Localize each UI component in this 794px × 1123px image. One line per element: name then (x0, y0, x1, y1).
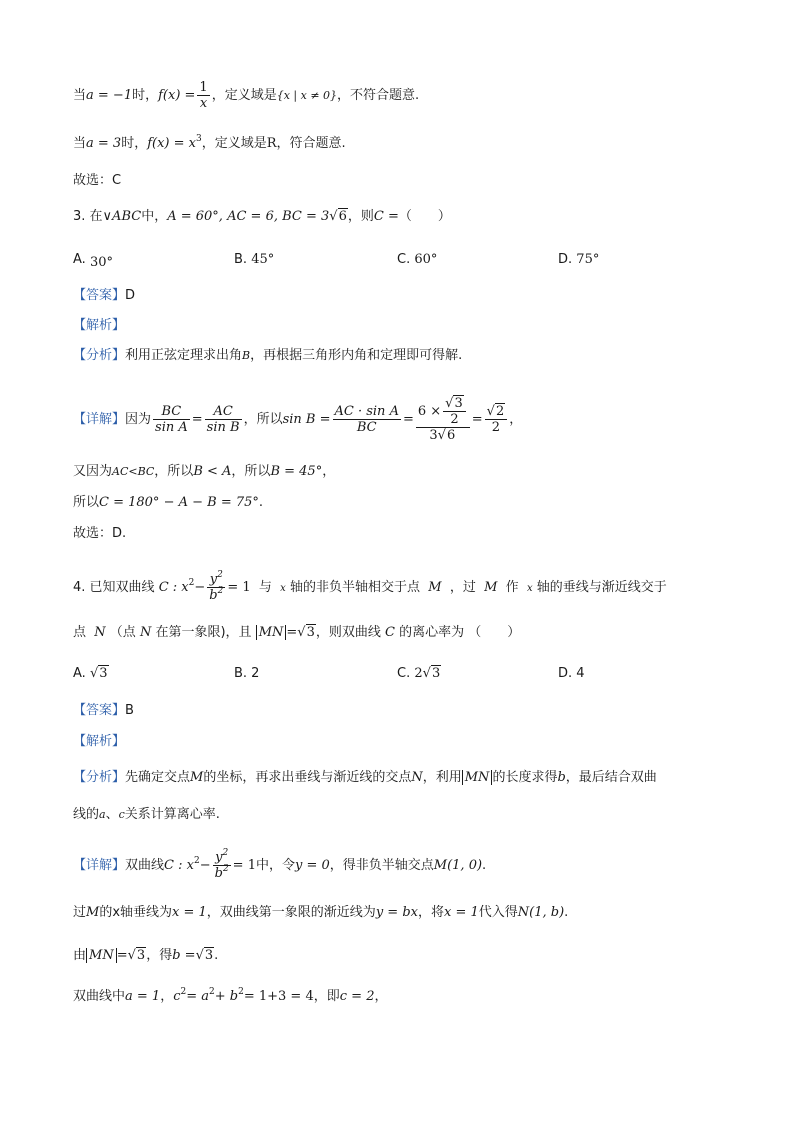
text: 4. 已知双曲线 (73, 580, 155, 595)
math: AC<BC (112, 465, 155, 478)
denominator: x (199, 96, 208, 111)
answer-value: D (125, 288, 136, 303)
math: = 1 (232, 858, 256, 873)
analysis-tag: 【分析】 (73, 348, 126, 363)
question-3-answer (73, 286, 135, 306)
radicand: 2 (495, 404, 505, 419)
math: C : x (158, 580, 189, 595)
denominator: BC (356, 420, 377, 435)
option-key: D. (558, 252, 573, 267)
question-3-option-b (234, 250, 274, 270)
math: sin B = (282, 412, 331, 427)
text: ，所以 (231, 464, 271, 479)
math: = 1+3 = 4 (243, 989, 314, 1004)
fraction (213, 850, 231, 881)
text: ，过 (449, 580, 476, 595)
text: 双曲线 (125, 858, 165, 873)
text: 3. 在 (73, 209, 103, 224)
superscript: 2 (217, 570, 223, 580)
question-4-analysis-line-1 (73, 768, 657, 788)
text: ，得非负半轴交点 (329, 858, 434, 873)
question-4-stem-line-1 (73, 572, 667, 603)
text: ，得 (146, 948, 173, 963)
superscript: 2 (222, 864, 229, 874)
text: 代入得 (478, 905, 518, 920)
math: M (86, 905, 100, 920)
numerator (416, 396, 470, 428)
question-4-answer (73, 701, 134, 721)
question-4-analysis-line-2 (73, 805, 220, 825)
answer-tag: 【答案】 (73, 288, 126, 303)
numerator: √2 (485, 404, 508, 420)
math: C = 180° − A − B = 75° (99, 495, 259, 510)
math: y (215, 850, 223, 865)
math: f(x) = x (147, 136, 196, 151)
text: （ ） (468, 625, 521, 640)
denominator: sin A (155, 420, 188, 435)
math: M (484, 580, 498, 595)
math: f(x) = (158, 88, 196, 103)
math: = (191, 412, 203, 427)
question-3-option-c (397, 250, 437, 270)
math: M (190, 770, 204, 785)
question-4-option-a (73, 664, 109, 684)
option-value: 60° (414, 252, 438, 267)
math: b (209, 588, 218, 603)
option-key: B. (234, 252, 248, 267)
text: . (482, 858, 487, 873)
question-3-line-you (73, 462, 335, 482)
fraction (153, 404, 190, 435)
math: b (214, 866, 223, 881)
math: R (266, 136, 277, 151)
numerator: √3 (443, 396, 466, 412)
compound-fraction (416, 396, 470, 443)
text: 作 (505, 580, 519, 595)
text: 轴的垂线与渐近线交于 (536, 580, 667, 595)
option-value: 30° (89, 255, 113, 270)
math: y = 0 (294, 858, 330, 873)
text: 利用正弦定理求出角 (125, 348, 243, 363)
text: ，则 (347, 209, 374, 224)
math: a (99, 808, 106, 821)
text: 双曲线中 (73, 989, 126, 1004)
sqrt: √3 (422, 666, 441, 681)
math: = (116, 948, 128, 963)
option-value: 75° (576, 252, 600, 267)
sqrt: √3 (297, 625, 315, 640)
radicand: 6 (446, 428, 456, 443)
math: {x | x ≠ 0} (276, 89, 338, 102)
question-3-option-a (73, 250, 113, 270)
text: 中，令 (255, 858, 295, 873)
text: ，所以 (154, 464, 194, 479)
text: . (258, 495, 264, 510)
text: ，则双曲线 (315, 625, 381, 640)
math: = a (186, 989, 210, 1004)
text: . (214, 948, 219, 963)
math: y = bx (375, 905, 418, 920)
radicand: 3 (99, 666, 108, 681)
superscript: 2 (238, 987, 244, 997)
math: = (471, 412, 483, 427)
question-3-option-d (558, 250, 599, 270)
text: 过 (73, 905, 87, 920)
superscript: 2 (180, 987, 187, 997)
text: ，即 (313, 989, 340, 1004)
text: （点 (109, 625, 136, 640)
math: B < A (193, 464, 232, 479)
question-4-line-you (73, 946, 218, 966)
math: A = 60°, AC = 6, BC = 3 (167, 209, 330, 224)
numerator: AC (205, 404, 242, 420)
inner-fraction (443, 396, 466, 427)
radicand: 3 (204, 948, 214, 963)
text: （ ） (398, 209, 451, 224)
text: 时， (121, 136, 148, 151)
text: ，定义域是 (211, 88, 277, 103)
text: 由 (73, 948, 87, 963)
text: ，不符合题意. (337, 88, 420, 103)
question-4-jiexi-tag: 【解析】 (73, 734, 126, 749)
sqrt: √3 (195, 948, 214, 963)
detail-tag: 【详解】 (73, 858, 126, 873)
text: 在第一象限)，且 (155, 625, 252, 640)
text: ，双曲线第一象限的渐近线为 (206, 905, 376, 920)
fraction (205, 404, 242, 435)
option-key: C. (397, 666, 411, 681)
text: 线的 (73, 807, 100, 822)
question-4-option-d: D. 4 (558, 666, 585, 681)
answer-tag: 【答案】 (73, 703, 126, 718)
fraction (197, 80, 209, 111)
math: = (402, 412, 414, 427)
option-key: A. (73, 252, 86, 267)
question-4-line-last (73, 987, 387, 1007)
text: 的离心率为 (399, 625, 465, 640)
text: 当 (73, 136, 87, 151)
question-3-analysis (73, 346, 462, 366)
question-3-choice: 故选：D. (73, 526, 127, 541)
text: ， (160, 989, 174, 1004)
abs-value: MN (256, 625, 287, 640)
text: ，所以 (243, 412, 283, 427)
denominator (416, 428, 470, 443)
question-4-stem-line-2 (73, 623, 520, 643)
sqrt: √6 (437, 428, 456, 443)
denominator: 2 (450, 412, 459, 427)
math: c (173, 989, 181, 1004)
text: . (564, 905, 569, 920)
math: N (411, 770, 423, 785)
numerator: 1 (199, 80, 208, 95)
math: b = (172, 948, 196, 963)
numerator: BC (153, 404, 190, 420)
math: = 1 (227, 580, 251, 595)
detail-tag: 【详解】 (73, 412, 126, 427)
math: a = −1 (86, 88, 133, 103)
math: y (209, 572, 218, 587)
math: M(1, 0) (433, 858, 483, 873)
math: a = 3 (86, 136, 122, 151)
abs-value: MN (86, 948, 117, 963)
question-3-stem (73, 207, 451, 227)
fraction (207, 572, 225, 603)
text: ，最后结合双曲 (565, 770, 657, 785)
choice-line-c: 故选：C (73, 173, 122, 188)
text: 因为 (125, 412, 152, 427)
text: 中， (141, 209, 168, 224)
line-case-a-3 (73, 134, 346, 154)
math: x = 1 (443, 905, 479, 920)
math: 2 (414, 666, 423, 681)
text: 轴的非负半轴相交于点 (289, 580, 420, 595)
option-key: C. (397, 252, 411, 267)
math: N (94, 625, 106, 640)
math: N(1, b) (517, 905, 565, 920)
text: 先确定交点 (125, 770, 191, 785)
question-4-detail (73, 850, 486, 881)
superscript: 2 (188, 578, 195, 588)
math: B = 45° (270, 464, 323, 479)
line-case-a-neg1 (73, 80, 419, 111)
math: B (242, 349, 251, 362)
abs-value: MN (462, 770, 493, 785)
superscript: 2 (209, 987, 215, 997)
sqrt: √6 (329, 209, 347, 224)
superscript: 2 (193, 856, 200, 866)
text: ，定义域是 (201, 136, 267, 151)
math: C : x (164, 858, 194, 873)
sqrt: √3 (89, 666, 108, 681)
math: + b (214, 989, 239, 1004)
text: 当 (73, 88, 87, 103)
text: 时， (132, 88, 159, 103)
math: c = 2 (339, 989, 375, 1004)
radicand: 6 (338, 209, 347, 224)
math: 3 (429, 428, 438, 443)
question-4-option-c (397, 664, 441, 684)
math: 6 × (417, 404, 442, 419)
math: = (286, 625, 298, 640)
question-3-detail (73, 396, 522, 443)
math: − (199, 858, 211, 873)
radicand: 3 (306, 625, 315, 640)
answer-value: B (125, 703, 134, 718)
text: ，再根据三角形内角和定理即可得解. (250, 348, 463, 363)
radicand: 3 (431, 666, 441, 681)
text: 又因为 (73, 464, 113, 479)
text: ， (509, 412, 523, 427)
text: 关系计算离心率. (124, 807, 220, 822)
text: 点 (73, 625, 87, 640)
math: a = 1 (125, 989, 161, 1004)
math: x (526, 583, 533, 594)
radicand: 3 (136, 948, 146, 963)
text: ， (374, 989, 388, 1004)
text: ，将 (417, 905, 444, 920)
fraction (485, 404, 508, 435)
question-4-line-guo (73, 903, 568, 923)
math: ∨ABC (102, 209, 142, 224)
text: ，符合题意. (276, 136, 346, 151)
option-key: A. (73, 666, 86, 681)
text: 的x轴垂线为 (99, 905, 173, 920)
denominator: 2 (491, 420, 501, 435)
superscript: 2 (217, 586, 224, 596)
math: b (557, 770, 566, 785)
sqrt: √3 (127, 948, 146, 963)
math: C (385, 625, 395, 640)
text: ，利用 (422, 770, 462, 785)
math: M (428, 580, 442, 595)
text: 的坐标，再求出垂线与渐近线的交点 (203, 770, 412, 785)
option-value: 45° (251, 252, 275, 267)
math: c (118, 808, 125, 821)
numerator: AC · sin A (334, 404, 399, 419)
text: 、 (105, 807, 119, 822)
text: 的长度求得 (492, 770, 558, 785)
superscript: 3 (196, 134, 202, 144)
text: 与 (258, 580, 272, 595)
math: x = 1 (172, 905, 207, 920)
question-3-jiexi-tag: 【解析】 (73, 318, 126, 333)
math: − (194, 580, 206, 595)
radicand: 3 (454, 396, 463, 411)
math: C = (373, 209, 399, 224)
fraction (333, 404, 401, 435)
math: x (280, 583, 286, 594)
denominator: sin B (206, 420, 240, 435)
math: N (139, 625, 152, 640)
denominator (213, 866, 231, 881)
question-3-line-suoyi (73, 493, 263, 513)
text: 所以 (73, 495, 100, 510)
analysis-tag: 【分析】 (73, 770, 126, 785)
text: ， (322, 464, 336, 479)
question-4-option-b: B. 2 (234, 666, 260, 681)
denominator (207, 588, 225, 603)
superscript: 2 (222, 848, 229, 858)
